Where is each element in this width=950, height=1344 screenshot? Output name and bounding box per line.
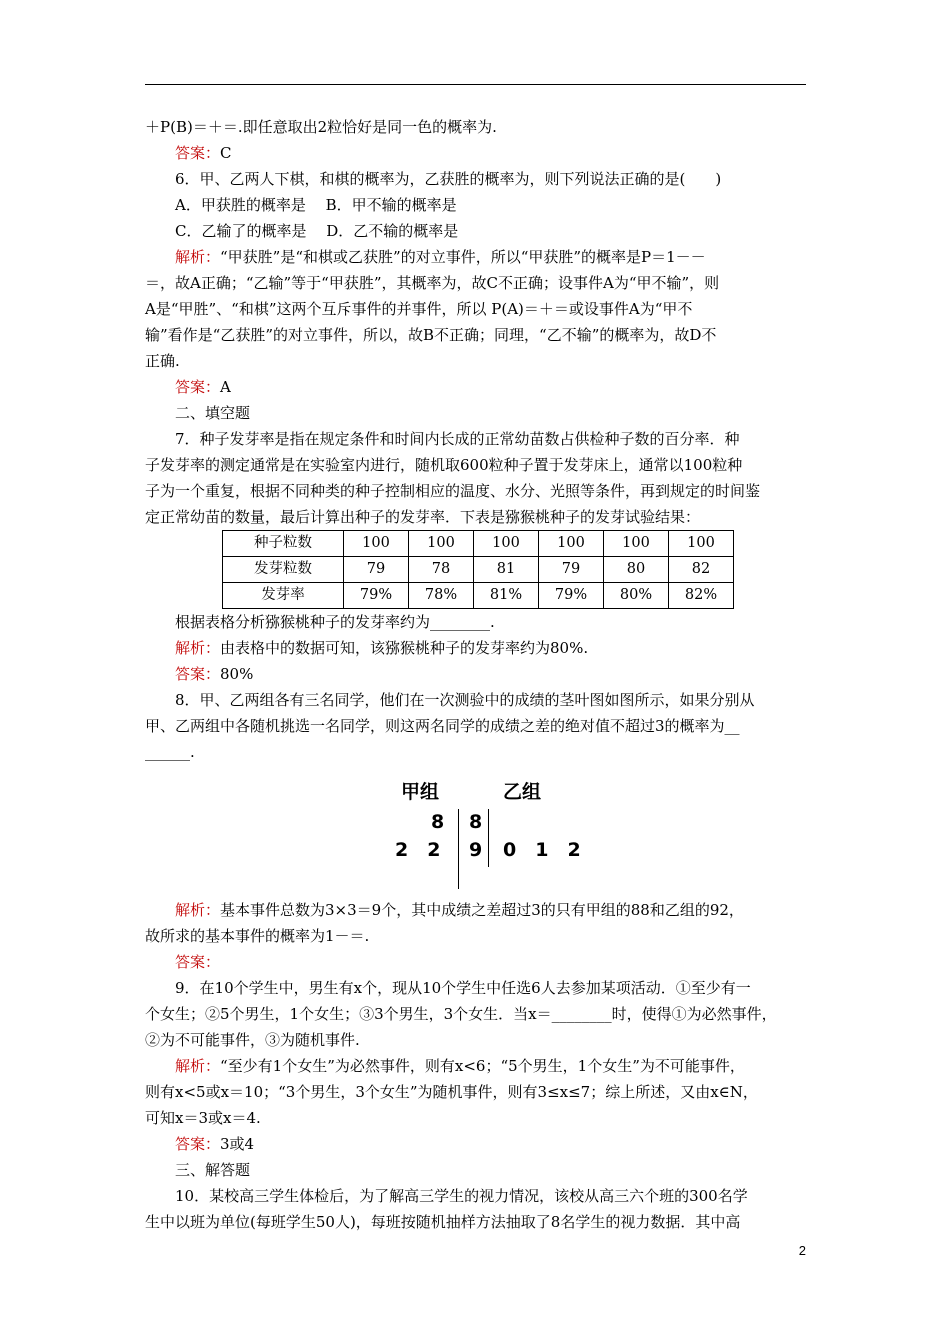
table-cell: 100 (669, 531, 734, 557)
answer-label: 答案： (175, 144, 221, 162)
table-cell: 81 (474, 557, 539, 583)
answer-8 (145, 949, 809, 975)
left-group-title: 甲组 (401, 781, 440, 803)
answer-label: 答案： (175, 953, 221, 971)
solution-7 (145, 635, 809, 661)
table-cell: 79 (539, 557, 604, 583)
solution-9 (145, 1053, 809, 1079)
question-8: 8．甲、乙两组各有三名同学，他们在一次测验中的成绩的茎叶图如图所示，如果分别从 (175, 691, 755, 709)
text-line: 生中以班为单位(每班学生50人)，每班按随机抽样方法抽取了8名学生的视力数据．其中高 (145, 1213, 741, 1231)
solution-text: 基本事件总数为3×3＝9个，其中成绩之差超过3的只有甲组的88和乙组的92， (220, 901, 744, 919)
right-group-title: 乙组 (503, 781, 542, 803)
header-rule (145, 84, 806, 85)
answer-5 (145, 140, 809, 166)
text-line: 子发芽率的测定通常是在实验室内进行，随机取600粒种子置于发芽床上，通常以100粒种 (145, 456, 743, 474)
question-6: 6．甲、乙两人下棋，和棋的概率为，乙获胜的概率为，则下列说法正确的是( ) (175, 170, 722, 188)
table-cell: 100 (474, 531, 539, 557)
text-line: ______. (145, 743, 195, 761)
table-cell: 79 (344, 557, 409, 583)
answer-value: C (220, 144, 232, 162)
table-cell: 100 (344, 531, 409, 557)
question-7: 7．种子发芽率是指在规定条件和时间内长成的正常幼苗数占供检种子数的百分率．种 (175, 430, 740, 448)
solution-8 (145, 897, 809, 923)
answer-7 (145, 661, 809, 687)
stem-leaf-plot (145, 771, 809, 891)
answer-9 (145, 1131, 809, 1157)
text-line: 子为一个重复，根据不同种类的种子控制相应的温度、水分、光照等条件，再到规定的时间鉴 (145, 482, 761, 500)
table-cell: 78 (409, 557, 474, 583)
text-line: 则有x<5或x＝10；“3个男生，3个女生”为随机事件，则有3≤x≤7；综上所述，又由x∈N， (145, 1083, 758, 1101)
text-line: ②为不可能事件，③为随机事件. (145, 1031, 360, 1049)
left-leaf: 8 (431, 811, 445, 833)
solution-text: “至少有1个女生”为必然事件，则有x<6；“5个男生，1个女生”为不可能事件， (220, 1057, 745, 1075)
options-ab: A．甲获胜的概率是 B．甲不输的概率是 (175, 196, 457, 214)
table-cell: 82% (669, 583, 734, 609)
question-9: 9．在10个学生中，男生有x个，现从10个学生中任选6人去参加某项活动．①至少有一 (175, 979, 751, 997)
table-cell: 100 (604, 531, 669, 557)
row-header: 发芽粒数 (223, 557, 344, 583)
section-heading: 三、解答题 (175, 1161, 251, 1179)
left-leaf: 2 2 (395, 839, 441, 861)
text-line: 输”看作是“乙获胜”的对立事件，所以，故B不正确；同理，“乙不输”的概率为，故D不 (145, 326, 717, 344)
table-cell: 79% (539, 583, 604, 609)
solution-label: 解析： (175, 639, 221, 657)
answer-label: 答案： (175, 378, 221, 396)
section-heading: 二、填空题 (175, 404, 251, 422)
text-line: 定正常幼苗的数量，最后计算出种子的发芽率．下表是猕猴桃种子的发芽试验结果： (145, 508, 701, 526)
text-line: ＋P(B)＝＋＝.即任意取出2粒恰好是同一色的概率为. (145, 118, 497, 136)
page-content (145, 114, 809, 1235)
stem-divider-right (488, 809, 489, 867)
text-line: ＝，故A正确；“乙输”等于“甲获胜”，其概率为，故C不正确；设事件A为“甲不输”，则 (145, 274, 720, 292)
answer-6 (145, 374, 809, 400)
answer-label: 答案： (175, 665, 221, 683)
answer-value: 3或4 (220, 1135, 255, 1153)
row-header: 种子粒数 (223, 531, 344, 557)
germination-table (222, 530, 734, 609)
row-header: 发芽率 (223, 583, 344, 609)
table-cell: 100 (409, 531, 474, 557)
solution-label: 解析： (175, 1057, 221, 1075)
answer-label: 答案： (175, 1135, 221, 1153)
table-cell: 80% (604, 583, 669, 609)
table-row (223, 531, 734, 557)
question-7-blank: 根据表格分析猕猴桃种子的发芽率约为________. (175, 613, 495, 631)
stem-value: 8 (469, 811, 483, 833)
right-leaf: 0 1 2 (503, 839, 581, 861)
table-cell: 79% (344, 583, 409, 609)
solution-label: 解析： (175, 901, 221, 919)
table-cell: 80 (604, 557, 669, 583)
solution-label: 解析： (175, 248, 221, 266)
table-cell: 81% (474, 583, 539, 609)
stem-value: 9 (469, 839, 483, 861)
text-line: 甲、乙两组中各随机挑选一名同学，则这两名同学的成绩之差的绝对值不超过3的概率为__ (145, 717, 740, 735)
table-cell: 78% (409, 583, 474, 609)
solution-6 (145, 244, 809, 270)
text-line: 个女生；②5个男生，1个女生；③3个男生，3个女生．当x＝________时，使得①为必然事件， (145, 1005, 777, 1023)
page-number: 2 (798, 1243, 806, 1258)
stem-divider-left (458, 809, 459, 889)
question-10: 10．某校高三学生体检后，为了解高三学生的视力情况，该校从高三六个班的300名学 (175, 1187, 748, 1205)
answer-value: A (220, 378, 231, 396)
table-row (223, 583, 734, 609)
solution-text: “甲获胜”是“和棋或乙获胜”的对立事件，所以“甲获胜”的概率是P＝1－－ (220, 248, 706, 266)
table-cell: 100 (539, 531, 604, 557)
answer-value: 80% (220, 665, 254, 683)
table-row (223, 557, 734, 583)
text-line: A是“甲胜”、“和棋”这两个互斥事件的并事件，所以 P(A)＝＋＝或设事件A为“甲不 (145, 300, 693, 318)
table-cell: 82 (669, 557, 734, 583)
options-cd: C．乙输了的概率是 D．乙不输的概率是 (175, 222, 459, 240)
text-line: 正确. (145, 352, 180, 370)
solution-text: 由表格中的数据可知，该猕猴桃种子的发芽率约为80%. (220, 639, 589, 657)
text-line: 可知x＝3或x＝4. (145, 1109, 261, 1127)
text-line: 故所求的基本事件的概率为1－＝. (145, 927, 370, 945)
